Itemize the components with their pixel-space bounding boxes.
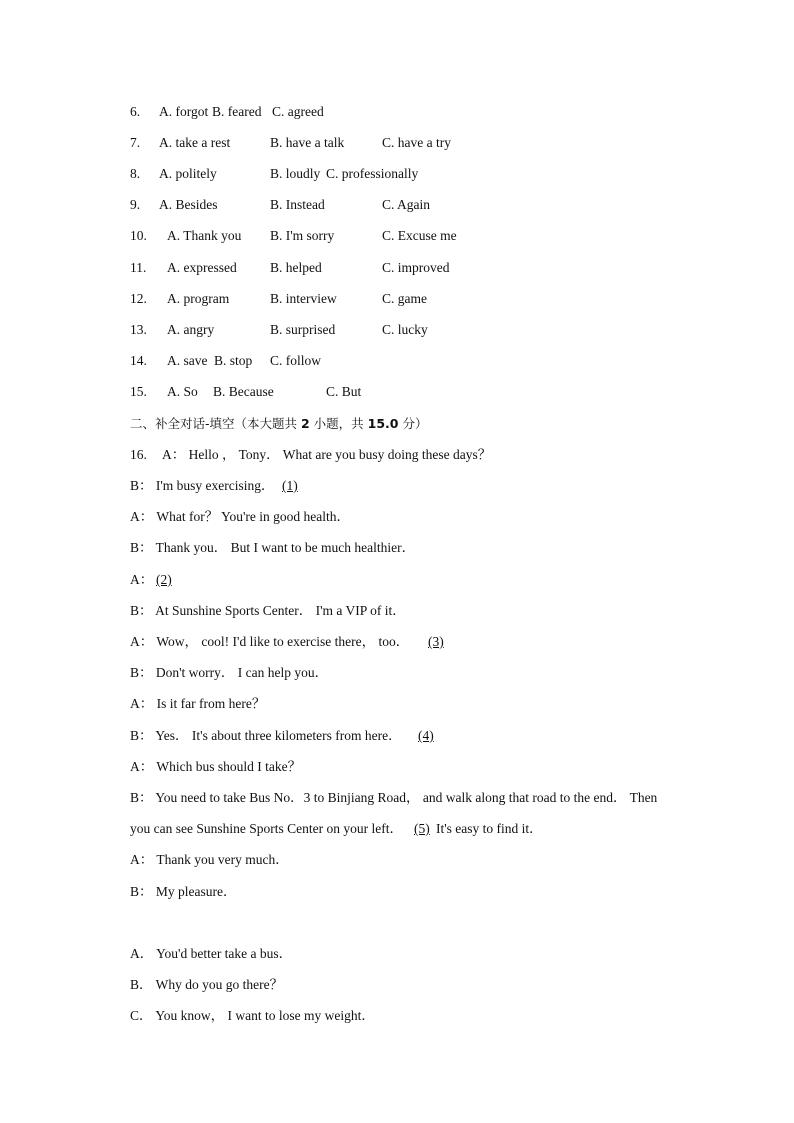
question-number: 6.	[130, 104, 141, 119]
choice-text: B． Why do you go there？	[130, 977, 284, 992]
option-c: C. lucky	[382, 322, 428, 337]
dialogue-text: A： Wow， cool! I'd like to exercise there， too．	[130, 634, 410, 649]
question-number: 12.	[130, 291, 147, 306]
dialogue-text: A： Is it far from here？	[130, 696, 266, 711]
section-heading-prefix: 二、补全对话-填空（本大题共	[130, 416, 301, 431]
dialogue-text: A：	[130, 572, 154, 587]
option-b: B. surprised	[270, 322, 336, 337]
option-b: B. Because	[213, 384, 274, 399]
dialogue-text: B： Yes． It's about three kilometers from here．	[130, 728, 402, 743]
option-a: A. expressed	[167, 260, 237, 275]
question-number: 15.	[130, 384, 147, 399]
dialogue-text: A： What for？ You're in good health．	[130, 509, 351, 524]
dialogue-text: B： Don't worry． I can help you．	[130, 665, 329, 680]
option-b: B. I'm sorry	[270, 228, 335, 243]
section-heading-mid: 小题，共	[309, 416, 368, 431]
dialogue-text: A： Thank you very much．	[130, 852, 289, 867]
dialogue-text: B： Thank you． But I want to be much healthier．	[130, 540, 416, 555]
answer-blank[interactable]: (4)	[418, 728, 434, 743]
question-number: 13.	[130, 322, 147, 337]
question-number: 7.	[130, 135, 141, 150]
answer-blank[interactable]: (3)	[428, 634, 444, 649]
question-number: 8.	[130, 166, 141, 181]
option-c: C. game	[382, 291, 427, 306]
option-a: A. forgot	[159, 104, 209, 119]
answer-blank[interactable]: (1)	[282, 478, 298, 493]
dialogue-text: A： Which bus should I take？	[130, 759, 302, 774]
option-a: A. Thank you	[167, 228, 242, 243]
answer-blank[interactable]: (5)	[414, 821, 430, 836]
section-score: 15.0	[367, 416, 399, 431]
option-a: A. So	[167, 384, 198, 399]
option-b: B. Instead	[270, 197, 325, 212]
option-b: B. stop	[214, 353, 253, 368]
section-heading-suffix: 分）	[398, 416, 428, 431]
option-c: C. But	[326, 384, 362, 399]
dialogue-text: B： You need to take Bus No．3 to Binjiang Road， and walk along that road to the end． Then	[130, 790, 658, 805]
option-a: A. Besides	[159, 197, 218, 212]
option-a: A. save	[167, 353, 208, 368]
option-c: C. have a try	[382, 135, 451, 150]
option-b: B. feared	[212, 104, 262, 119]
question-number: 11.	[130, 260, 147, 275]
question-number: 10.	[130, 228, 147, 243]
dialogue-text: B： At Sunshine Sports Center． I'm a VIP of it．	[130, 603, 406, 618]
dialogue-text: A： Hello ， Tony． What are you busy doing these days？	[162, 447, 492, 462]
option-a: A. program	[167, 291, 230, 306]
section-question-count: 2	[301, 416, 310, 431]
option-c: C. agreed	[272, 104, 324, 119]
option-c: C. follow	[270, 353, 322, 368]
option-c: C. Excuse me	[382, 228, 457, 243]
dialogue-text: It's easy to find it．	[436, 821, 543, 836]
option-b: B. interview	[270, 291, 337, 306]
question-number: 16.	[130, 447, 147, 462]
option-c: C. professionally	[326, 166, 419, 181]
choice-text: A． You'd better take a bus．	[130, 946, 293, 961]
option-a: A. politely	[159, 166, 217, 181]
section-heading	[130, 415, 427, 433]
option-c: C. improved	[382, 260, 450, 275]
option-b: B. have a talk	[270, 135, 345, 150]
dialogue-text: you can see Sunshine Sports Center on your left．	[130, 821, 403, 836]
dialogue-text: B： My pleasure．	[130, 884, 237, 899]
option-b: B. helped	[270, 260, 322, 275]
answer-blank[interactable]: (2)	[156, 572, 172, 587]
option-c: C. Again	[382, 197, 431, 212]
option-b: B. loudly	[270, 166, 321, 181]
dialogue-text: B： I'm busy exercising．	[130, 478, 275, 493]
option-a: A. angry	[167, 322, 215, 337]
question-number: 9.	[130, 197, 141, 212]
question-number: 14.	[130, 353, 147, 368]
option-a: A. take a rest	[159, 135, 231, 150]
choice-text: C． You know， I want to lose my weight．	[130, 1008, 375, 1023]
